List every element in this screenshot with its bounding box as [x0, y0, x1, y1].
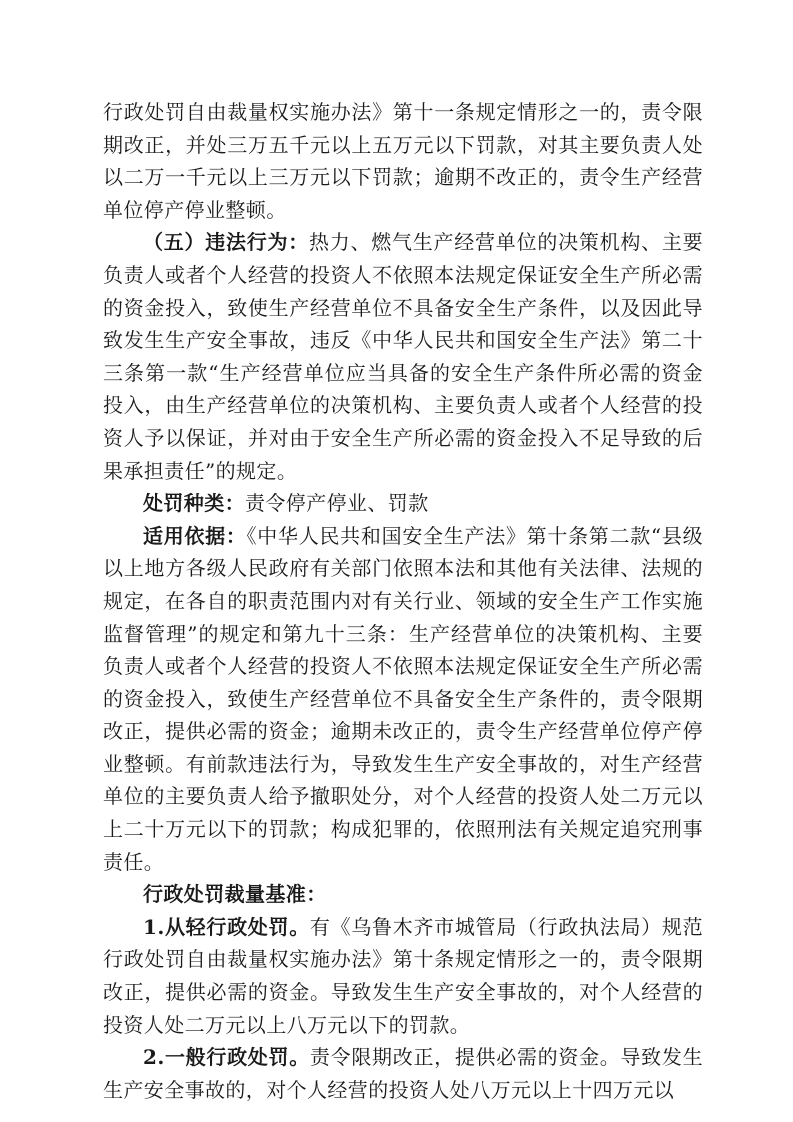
paragraph-penalty-continuation [103, 96, 703, 226]
general-penalty-heading: 2.一般行政处罚。 [143, 1045, 310, 1070]
penalty-type-text: 责令停产停业、罚款 [245, 491, 429, 516]
paragraph-violation-5 [103, 226, 703, 487]
paragraph-text: 行政处罚自由裁量权实施办法》第十一条规定情形之一的，责令限期改正，并处三万五千元以上五万元以下罚款，对其主要负责人处以二万一千元以上三万元以下罚款；逾期不改正的，责令生产经营单位停产停业整顿。 [103, 100, 703, 222]
paragraph-legal-basis [103, 520, 703, 879]
paragraph-penalty-type [103, 487, 703, 520]
legal-basis-heading: 适用依据： [143, 523, 247, 548]
paragraph-lighter-penalty [103, 911, 703, 1041]
document-page [103, 96, 703, 1106]
general-penalty-text: 责令限期改正，提供必需的资金。导致发生生产安全事故的，对个人经营的投资人处八万元以上十四万元以 [103, 1045, 703, 1102]
lighter-penalty-heading: 1.从轻行政处罚。 [143, 914, 310, 939]
discretion-heading: 行政处罚裁量基准： [143, 882, 327, 907]
paragraph-general-penalty [103, 1041, 703, 1106]
lighter-penalty-text: 有《乌鲁木齐市城管局（行政执法局）规范行政处罚自由裁量权实施办法》第十条规定情形之一的，责令限期改正，提供必需的资金。导致发生生产安全事故的，对个人经营的投资人处二万元以上八万元以下的罚款。 [103, 914, 703, 1037]
paragraph-discretion-heading [103, 878, 703, 911]
legal-basis-text: 《中华人民共和国安全生产法》第十条第二款“县级以上地方各级人民政府有关部门依照本法和其他有关法律、法规的规定，在各自的职责范围内对有关行业、领域的安全生产工作实施监督管理”的规定和第九十三条：生产经营单位的决策机构、主要负责人或者个人经营的投资人不依照本法规定保证安全生产所必需的资金投入，致使生产经营单位不具备安全生产条件的，责令限期改正，提供必需的资金；逾期未改正的，责令生产经营单位停产停业整顿。有前款违法行为，导致发生生产安全事故的，对生产经营单位的主要负责人给予撤职处分，对个人经营的投资人处二万元以上二十万元以下的罚款；构成犯罪的，依照刑法有关规定追究刑事责任。 [103, 523, 703, 874]
penalty-type-heading: 处罚种类： [143, 491, 245, 516]
violation-text: 热力、燃气生产经营单位的决策机构、主要负责人或者个人经营的投资人不依照本法规定保证安全生产所必需的资金投入，致使生产经营单位不具备安全生产条件，以及因此导致发生生产安全事故，违反《中华人民共和国安全生产法》第二十三条第一款“生产经营单位应当具备的安全生产条件所必需的资金投入，由生产经营单位的决策机构、主要负责人或者个人经营的投资人予以保证，并对由于安全生产所必需的资金投入不足导致的后果承担责任”的规定。 [103, 230, 703, 483]
violation-heading: （五）违法行为： [143, 230, 310, 255]
